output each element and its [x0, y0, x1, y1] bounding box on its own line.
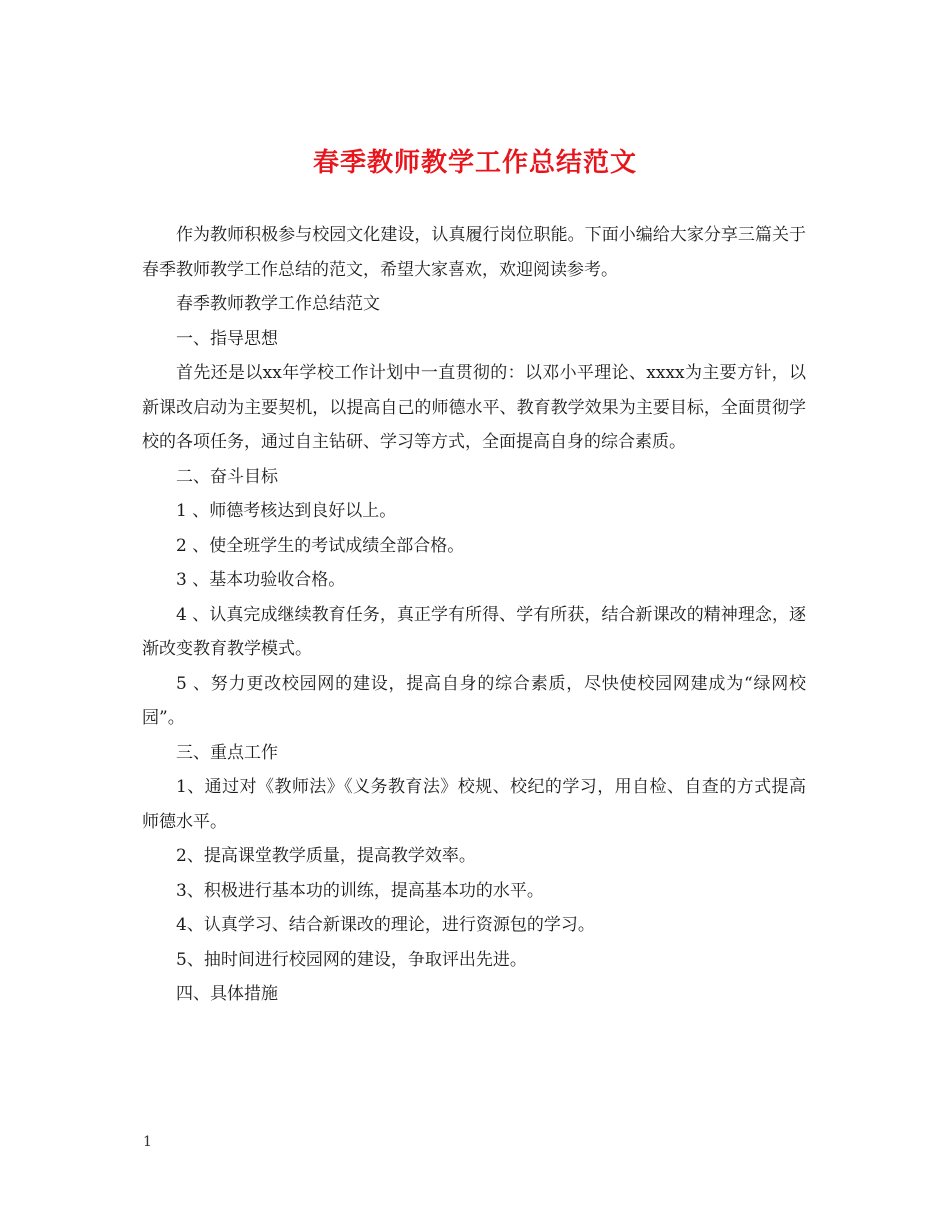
goal-item: 5 、努力更改校园网的建设，提高自身的综合素质，尽快使校园网建成为“绿网校园”。 — [142, 673, 806, 728]
goal-item: 4 、认真完成继续教育任务，真正学有所得、学有所获，结合新课改的精神理念，逐渐改变教育教学模式。 — [142, 604, 806, 659]
key-work-item: 5、抽时间进行校园网的建设，争取评出先进。 — [176, 949, 527, 970]
document-title: 春季教师教学工作总结范文 — [312, 148, 637, 178]
key-work-item: 4、认真学习、结合新课改的理论，进行资源包的学习。 — [176, 915, 595, 935]
page-number: 1 — [143, 1134, 152, 1150]
section-heading-measures: 四、具体措施 — [176, 984, 278, 1004]
section-heading-guiding-ideology: 一、指导思想 — [176, 328, 278, 349]
section-heading-key-work: 三、重点工作 — [176, 742, 278, 763]
intro-paragraph: 作为教师积极参与校园文化建设，认真履行岗位职能。下面小编给大家分享三篇关于春季教师教学工作总结的范文，希望大家喜欢，欢迎阅读参考。 — [142, 225, 806, 280]
key-work-item: 1、通过对《教师法》《义务教育法》校规、校纪的学习，用自检、自查的方式提高师德水平。 — [142, 777, 806, 832]
goal-item: 2 、使全班学生的考试成绩全部合格。 — [176, 535, 465, 556]
section-heading-goals: 二、奋斗目标 — [176, 466, 278, 487]
key-work-item: 2、提高课堂教学质量，提高教学效率。 — [176, 846, 476, 866]
goal-item: 1 、师德考核达到良好以上。 — [176, 501, 397, 521]
subtitle-paragraph: 春季教师教学工作总结范文 — [176, 294, 380, 314]
document-body — [142, 218, 806, 1012]
guiding-ideology-paragraph: 首先还是以xx年学校工作计划中一直贯彻的：以邓小平理论、xxxx为主要方针，以新课改启动为主要契机，以提高自己的师德水平、教育教学效果为主要目标，全面贯彻学校的各项任务，通过自主钻研、学习等方式，全面提高自身的综合素质。 — [142, 363, 806, 452]
key-work-item: 3、积极进行基本功的训练，提高基本功的水平。 — [176, 880, 544, 901]
goal-item: 3 、基本功验收合格。 — [176, 570, 346, 590]
